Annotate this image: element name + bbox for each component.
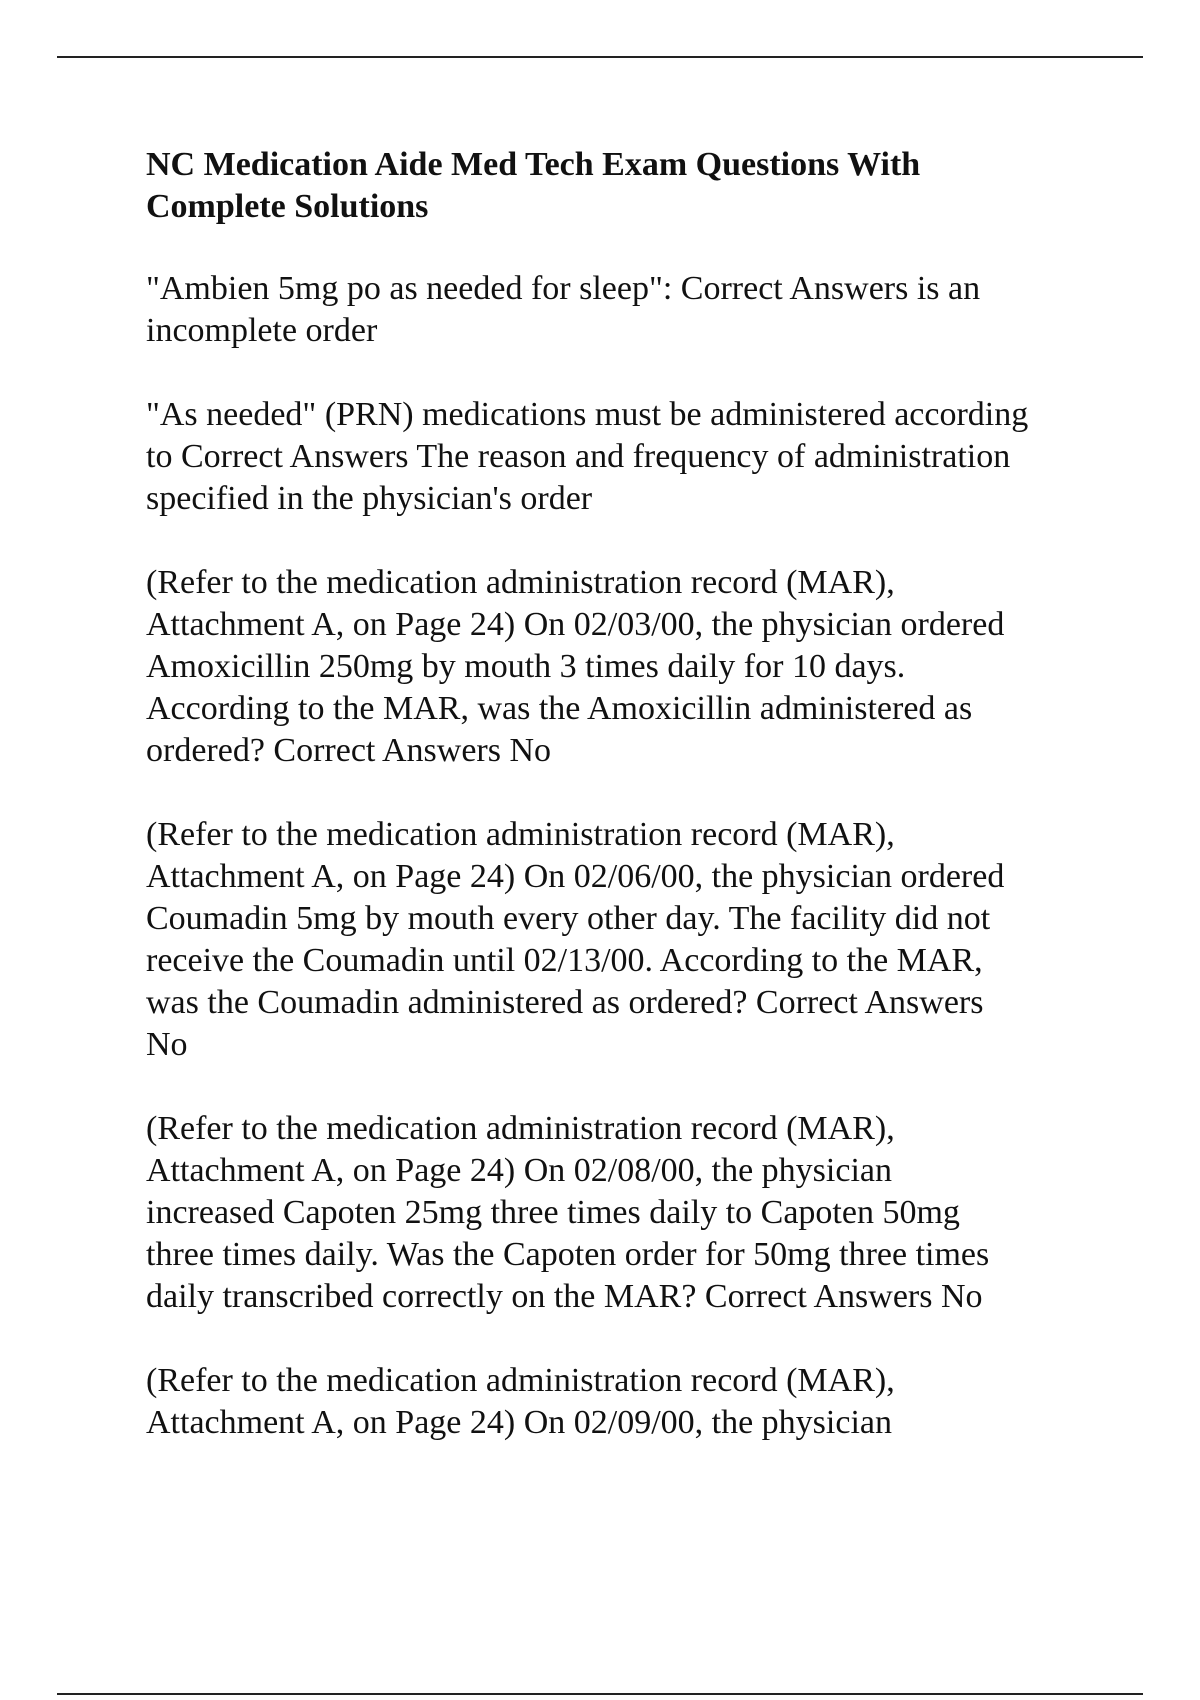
qa-line: ordered? Correct Answers No	[146, 732, 552, 769]
qa-entry-5	[146, 1108, 1096, 1318]
qa-entry-6	[146, 1360, 1096, 1444]
qa-line: No	[146, 1026, 188, 1063]
qa-line: Attachment A, on Page 24) On 02/09/00, the physician	[146, 1404, 892, 1441]
qa-line: (Refer to the medication administration record (MAR),	[146, 564, 895, 601]
title-line: Complete Solutions	[146, 188, 429, 225]
qa-line: Coumadin 5mg by mouth every other day. The facility did not	[146, 900, 991, 937]
qa-line: to Correct Answers The reason and frequency of administration	[146, 438, 1011, 475]
qa-line: (Refer to the medication administration record (MAR),	[146, 816, 895, 853]
document-body	[146, 144, 1096, 1486]
qa-entry-2	[146, 394, 1096, 520]
qa-line: was the Coumadin administered as ordered? Correct Answers	[146, 984, 984, 1021]
qa-line: increased Capoten 25mg three times daily to Capoten 50mg	[146, 1194, 960, 1231]
qa-line: "Ambien 5mg po as needed for sleep": Correct Answers is an	[146, 270, 981, 307]
document-title	[146, 144, 1096, 228]
qa-line: Amoxicillin 250mg by mouth 3 times daily for 10 days.	[146, 648, 906, 685]
qa-line: Attachment A, on Page 24) On 02/03/00, the physician ordered	[146, 606, 1005, 643]
qa-entry-1	[146, 268, 1096, 352]
qa-line: Attachment A, on Page 24) On 02/06/00, the physician ordered	[146, 858, 1005, 895]
title-line: NC Medication Aide Med Tech Exam Questions With	[146, 146, 921, 183]
qa-entry-4	[146, 814, 1096, 1066]
qa-line: incomplete order	[146, 312, 378, 349]
qa-line: According to the MAR, was the Amoxicillin administered as	[146, 690, 973, 727]
qa-line: three times daily. Was the Capoten order for 50mg three times	[146, 1236, 990, 1273]
qa-line: (Refer to the medication administration record (MAR),	[146, 1110, 895, 1147]
top-divider	[57, 56, 1143, 58]
qa-line: daily transcribed correctly on the MAR? Correct Answers No	[146, 1278, 983, 1315]
qa-line: receive the Coumadin until 02/13/00. According to the MAR,	[146, 942, 983, 979]
qa-line: "As needed" (PRN) medications must be administered according	[146, 396, 1029, 433]
qa-line: specified in the physician's order	[146, 480, 593, 517]
bottom-divider	[57, 1693, 1143, 1695]
qa-entry-3	[146, 562, 1096, 772]
qa-line: Attachment A, on Page 24) On 02/08/00, the physician	[146, 1152, 892, 1189]
qa-line: (Refer to the medication administration record (MAR),	[146, 1362, 895, 1399]
